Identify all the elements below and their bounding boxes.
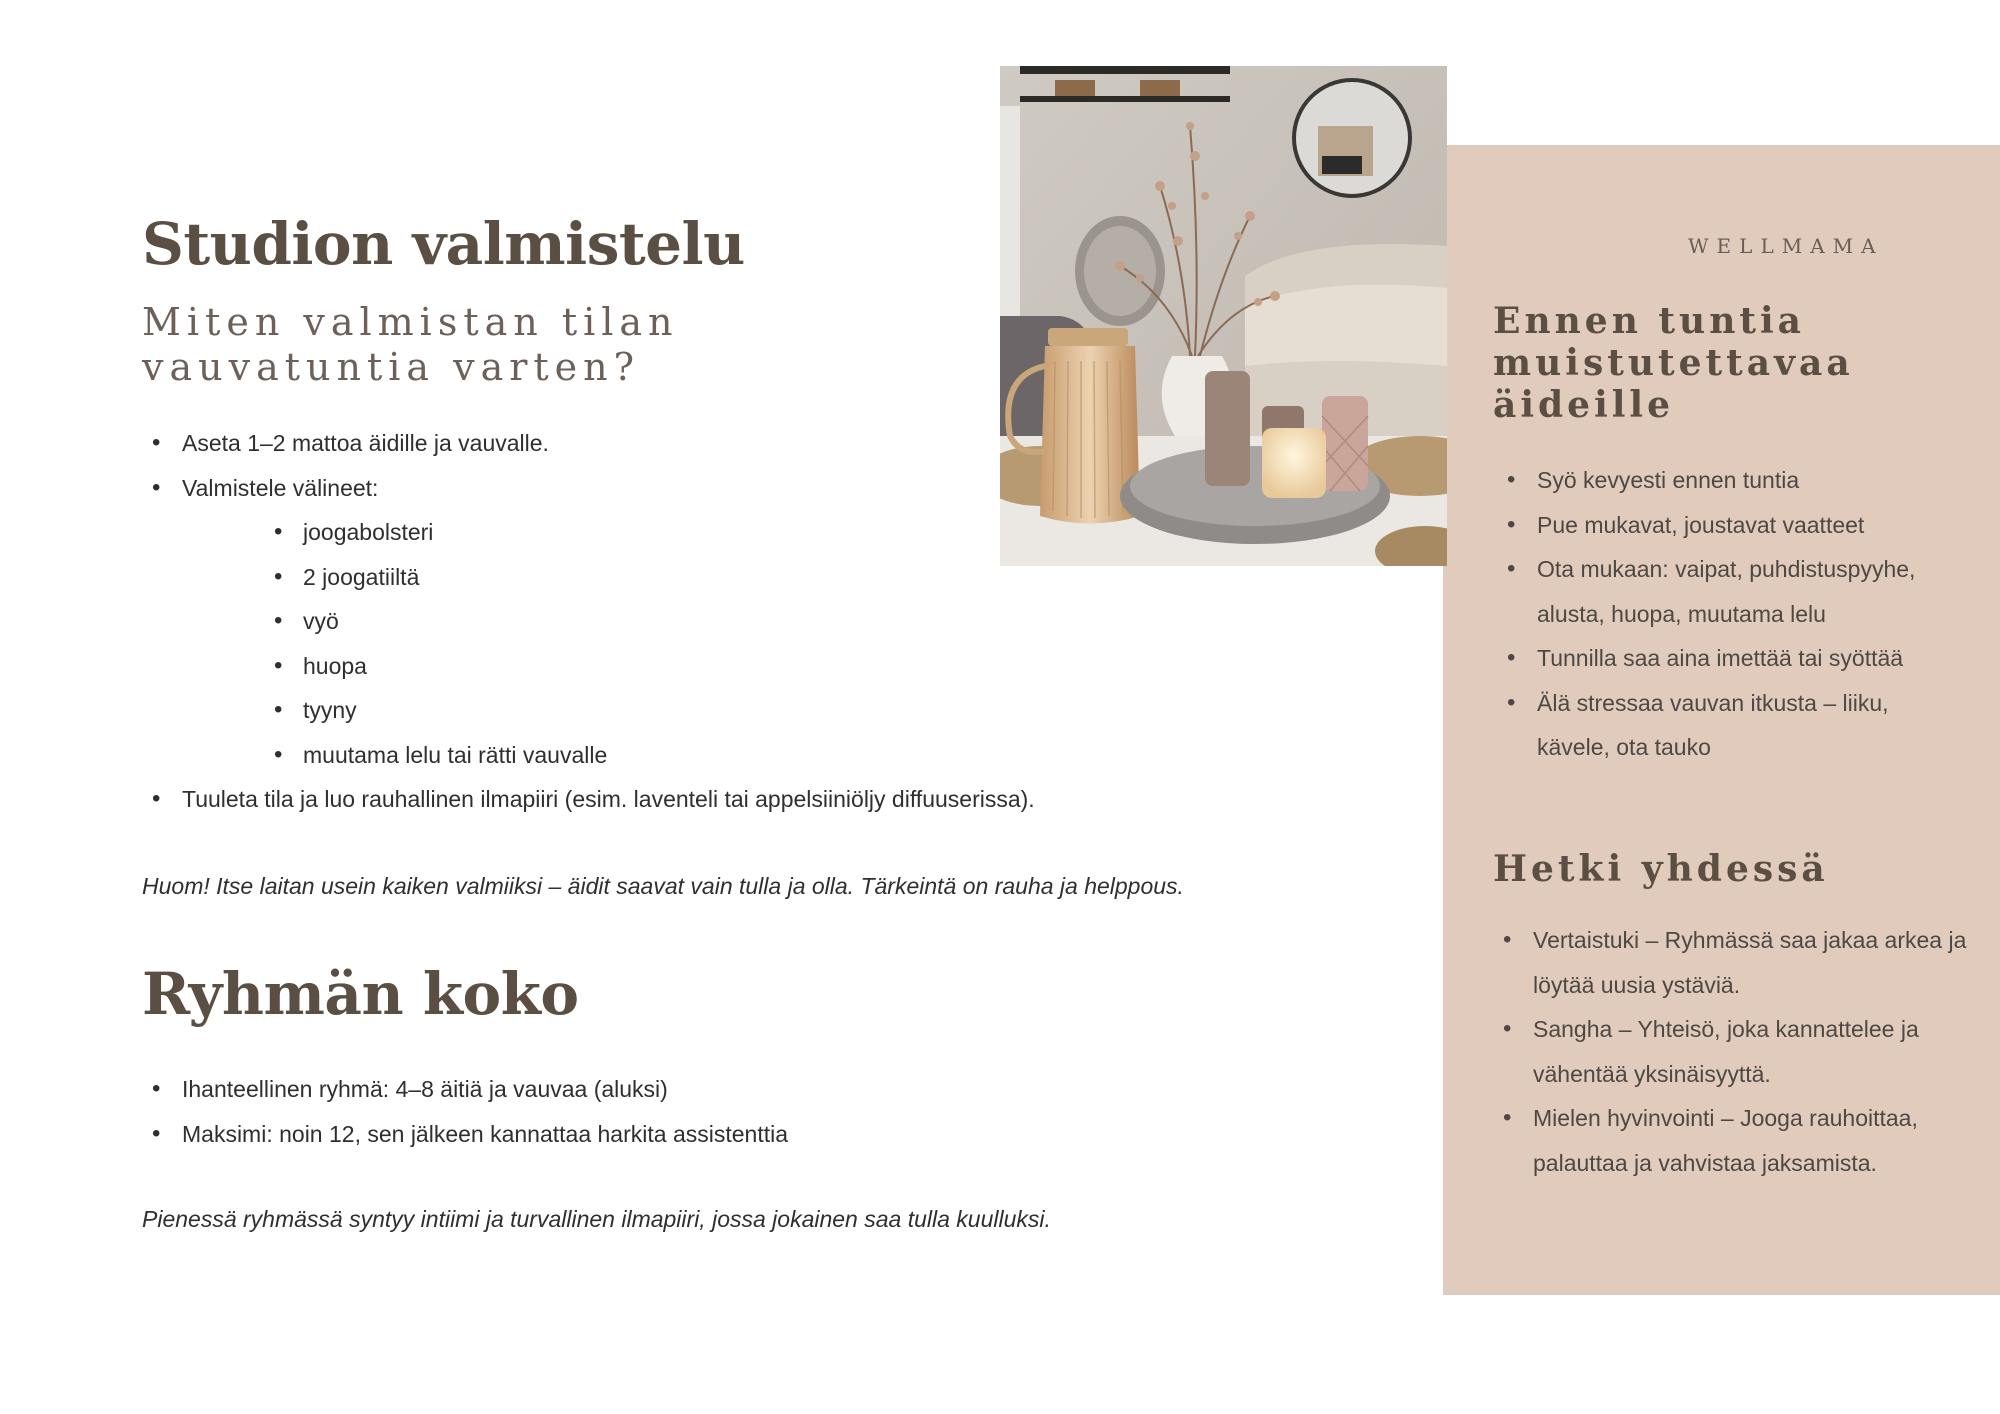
equipment-item: • vyö <box>142 599 1392 644</box>
list-item: • Sangha – Yhteisö, joka kannattelee ja vähentää yksinäisyyttä. <box>1493 1007 1968 1096</box>
equipment-item: • joogabolsteri <box>142 510 1392 555</box>
list-item: • Valmistele välineet: <box>142 466 1392 511</box>
section-title-group-size: Ryhmän koko <box>142 960 579 1028</box>
equipment-item: • tyyny <box>142 688 1392 733</box>
group-size-note: Pienessä ryhmässä syntyy intiimi ja turvallinen ilmapiiri, jossa jokainen saa tulla kuulluksi. <box>142 1206 1051 1232</box>
list-item: • Älä stressaa vauvan itkusta – liiku, kävele, ota tauko <box>1497 681 1967 770</box>
studio-photo <box>1000 66 1447 566</box>
equipment-item: • huopa <box>142 644 1392 689</box>
list-item: • Syö kevyesti ennen tuntia <box>1497 458 1967 503</box>
equipment-item: • 2 joogatiiltä <box>142 555 1392 600</box>
list-item: • Pue mukavat, joustavat vaatteet <box>1497 503 1967 548</box>
list-item: • Mielen hyvinvointi – Jooga rauhoittaa, palauttaa ja vahvistaa jaksamista. <box>1493 1096 1968 1185</box>
page-subtitle: Miten valmistan tilan vauvatuntia varten? <box>142 300 679 389</box>
reminders-heading: Ennen tuntia muistutettavaa äideille <box>1493 300 1854 426</box>
list-item: • Vertaistuki – Ryhmässä saa jakaa arkea ja löytää uusia ystäviä. <box>1493 918 1968 1007</box>
brand-logo-text: WELLMAMA <box>1688 234 1884 258</box>
list-item: • Aseta 1–2 mattoa äidille ja vauvalle. <box>142 421 1392 466</box>
group-size-list <box>142 1067 1392 1156</box>
preparation-note: Huom! Itse laitan usein kaiken valmiiksi – äidit saavat vain tulla ja olla. Tärkeintä on rauha ja helppous. <box>142 873 1184 899</box>
list-item: • Tunnilla saa aina imettää tai syöttää <box>1497 636 1967 681</box>
list-item: • Maksimi: noin 12, sen jälkeen kannattaa harkita assistenttia <box>142 1112 1392 1157</box>
equipment-item: • muutama lelu tai rätti vauvalle <box>142 733 1392 778</box>
list-item: • Ihanteellinen ryhmä: 4–8 äitiä ja vauvaa (aluksi) <box>142 1067 1392 1112</box>
list-item: • Tuuleta tila ja luo rauhallinen ilmapiiri (esim. laventeli tai appelsiiniöljy diffuuserissa). <box>142 777 1392 822</box>
page-title: Studion valmistelu <box>142 210 745 278</box>
together-list <box>1493 918 1968 1185</box>
together-heading: Hetki yhdessä <box>1493 848 1829 890</box>
list-item: • Ota mukaan: vaipat, puhdistuspyyhe, alusta, huopa, muutama lelu <box>1497 547 1967 636</box>
reminders-list <box>1497 458 1967 770</box>
